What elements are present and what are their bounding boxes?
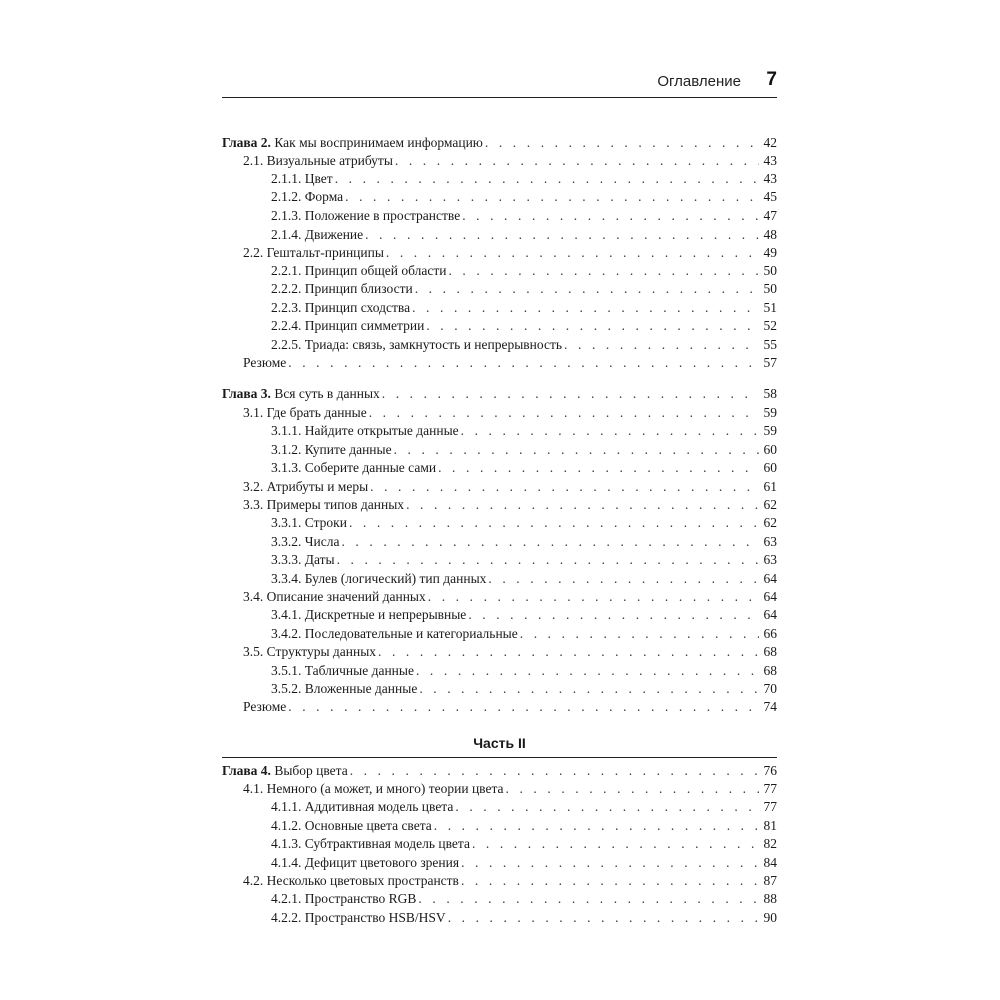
dot-leader [461, 422, 759, 440]
dot-leader [349, 514, 759, 532]
entry-page-number: 82 [763, 836, 777, 851]
dot-leader [341, 533, 759, 551]
dot-leader [426, 317, 759, 335]
toc-entry-label [271, 459, 436, 477]
dot-leader [468, 606, 759, 624]
dot-leader [448, 262, 759, 280]
entry-page-number: 57 [763, 355, 777, 370]
toc-entry-label [271, 854, 459, 872]
toc-subsection-entry [222, 226, 777, 244]
toc-subsection-entry [222, 533, 777, 551]
dot-leader [416, 662, 759, 680]
toc-entry-label [271, 280, 413, 298]
part-divider [222, 757, 777, 758]
entry-title: 4.1. Немного (а может, и много) теории цвета [243, 781, 504, 796]
toc-entry-label [243, 354, 286, 372]
running-header [222, 70, 777, 98]
chapter-prefix: Глава 2. [222, 135, 271, 150]
entry-page-number: 90 [763, 910, 777, 925]
toc-entry-label [243, 588, 426, 606]
entry-page-number: 43 [763, 153, 777, 168]
dot-leader [394, 441, 759, 459]
entry-page-number: 68 [763, 663, 777, 678]
dot-leader [428, 588, 759, 606]
toc-entry-label [243, 872, 459, 890]
entry-title: 2.2.1. Принцип общей области [271, 263, 447, 278]
dot-leader [434, 817, 759, 835]
entry-title: 2.2. Гештальт-принципы [243, 245, 384, 260]
entry-page-number: 50 [763, 281, 777, 296]
entry-title: 3.3.2. Числа [271, 534, 340, 549]
dot-leader [419, 680, 759, 698]
entry-page-number: 87 [763, 873, 777, 888]
toc-entry-label [271, 909, 446, 927]
toc-entry-label [222, 385, 380, 403]
entry-title: 3.1. Где брать данные [243, 405, 367, 420]
toc-subsection-entry [222, 299, 777, 317]
dot-leader [461, 854, 759, 872]
entry-page-number: 74 [763, 699, 777, 714]
toc-subsection-entry [222, 854, 777, 872]
entry-page-number: 88 [763, 891, 777, 906]
dot-leader [455, 798, 759, 816]
toc-entry-label [243, 404, 367, 422]
dot-leader [395, 152, 759, 170]
entry-title: 2.2.3. Принцип сходства [271, 300, 411, 315]
entry-title: 3.1.3. Соберите данные сами [271, 460, 437, 475]
dot-leader [335, 170, 759, 188]
entry-page-number: 47 [763, 208, 777, 223]
dot-leader [418, 890, 759, 908]
toc-section-entry [222, 478, 777, 496]
toc-entry-label [271, 662, 414, 680]
entry-page-number: 63 [763, 534, 777, 549]
entry-title: Выбор цвета [274, 763, 348, 778]
toc-section-entry [222, 404, 777, 422]
entry-page-number: 48 [763, 227, 777, 242]
toc-entry-label [271, 817, 432, 835]
dot-leader [438, 459, 759, 477]
entry-page-number: 77 [763, 799, 777, 814]
entry-page-number: 84 [763, 855, 777, 870]
entry-title: 3.4.2. Последовательные и категориальные [271, 626, 518, 641]
entry-page-number: 43 [763, 171, 777, 186]
entry-title: 2.1.2. Форма [271, 189, 344, 204]
entry-title: 2.1.1. Цвет [271, 171, 333, 186]
entry-page-number: 81 [763, 818, 777, 833]
entry-title: 3.3. Примеры типов данных [243, 497, 405, 512]
toc-section-entry [222, 643, 777, 661]
entry-title: 4.1.1. Аддитивная модель цвета [271, 799, 454, 814]
entry-page-number: 59 [763, 423, 777, 438]
toc-entry-label [271, 441, 392, 459]
entry-title: 3.4. Описание значений данных [243, 589, 426, 604]
entry-page-number: 68 [763, 644, 777, 659]
entry-title: Резюме [243, 699, 287, 714]
entry-title: 3.3.3. Даты [271, 552, 335, 567]
dot-leader [382, 385, 759, 403]
toc-entry-label [271, 336, 562, 354]
entry-title: 3.1.1. Найдите открытые данные [271, 423, 459, 438]
dot-leader [506, 780, 759, 798]
entry-page-number: 42 [763, 135, 777, 150]
chapter-prefix: Глава 3. [222, 386, 271, 401]
entry-title: 2.2.2. Принцип близости [271, 281, 413, 296]
dot-leader [406, 496, 759, 514]
dot-leader [370, 478, 759, 496]
toc-section-entry [222, 496, 777, 514]
entry-page-number: 49 [763, 245, 777, 260]
dot-leader [415, 280, 759, 298]
toc-entry-label [222, 134, 483, 152]
entry-title: 4.2.1. Пространство RGB [271, 891, 417, 906]
dot-leader [462, 207, 759, 225]
entry-page-number: 61 [763, 479, 777, 494]
toc-entry-label [271, 570, 486, 588]
toc-chapter-entry [222, 134, 777, 152]
dot-leader [488, 570, 759, 588]
entry-title: 4.1.4. Дефицит цветового зрения [271, 855, 460, 870]
toc-subsection-entry [222, 662, 777, 680]
entry-page-number: 62 [763, 515, 777, 530]
running-header-title: Оглавление [657, 73, 741, 90]
entry-title: Как мы воспринимаем информацию [274, 135, 483, 150]
entry-title: 4.1.2. Основные цвета света [271, 818, 432, 833]
toc-subsection-entry [222, 514, 777, 532]
dot-leader [288, 698, 759, 716]
entry-page-number: 60 [763, 442, 777, 457]
entry-page-number: 77 [763, 781, 777, 796]
entry-title: 3.5.1. Табличные данные [271, 663, 414, 678]
toc-entry-label [271, 422, 459, 440]
toc-subsection-entry [222, 680, 777, 698]
entry-title: 4.2.2. Пространство HSB/HSV [271, 910, 446, 925]
toc-subsection-entry [222, 570, 777, 588]
toc-subsection-entry [222, 459, 777, 477]
entry-page-number: 64 [763, 571, 777, 586]
entry-title: 2.1. Визуальные атрибуты [243, 153, 393, 168]
toc-chapter-entry [222, 385, 777, 403]
toc-entry-label [271, 514, 347, 532]
dot-leader [472, 835, 759, 853]
dot-leader [448, 909, 759, 927]
entry-title: 3.3.4. Булев (логический) тип данных [271, 571, 487, 586]
toc-entry-label [243, 698, 286, 716]
entry-title: 3.2. Атрибуты и меры [243, 479, 369, 494]
entry-title: 2.2.4. Принцип симметрии [271, 318, 425, 333]
dot-leader [345, 188, 759, 206]
chapter-prefix: Глава 4. [222, 763, 271, 778]
entry-page-number: 62 [763, 497, 777, 512]
entry-page-number: 58 [763, 386, 777, 401]
entry-page-number: 51 [763, 300, 777, 315]
entry-page-number: 59 [763, 405, 777, 420]
part-title: Часть II [473, 735, 526, 751]
toc-entry-label [271, 680, 417, 698]
toc-entry-label [271, 551, 335, 569]
entry-title: 3.5. Структуры данных [243, 644, 377, 659]
toc-entry-label [243, 244, 384, 262]
toc-section-entry [222, 780, 777, 798]
toc-entry-label [271, 299, 410, 317]
toc-chapter-entry [222, 762, 777, 780]
entry-title: 3.1.2. Купите данные [271, 442, 392, 457]
toc-subsection-entry [222, 170, 777, 188]
entry-page-number: 50 [763, 263, 777, 278]
entry-page-number: 63 [763, 552, 777, 567]
entry-title: Вся суть в данных [274, 386, 380, 401]
toc-subsection-entry [222, 817, 777, 835]
dot-leader [386, 244, 759, 262]
entry-page-number: 66 [763, 626, 777, 641]
toc-entry-label [271, 188, 343, 206]
entry-page-number: 55 [763, 337, 777, 352]
toc-entry-label [271, 226, 363, 244]
toc-entry-label [271, 606, 466, 624]
toc-entry-label [271, 317, 424, 335]
toc-subsection-entry [222, 280, 777, 298]
toc-entry-label [271, 170, 333, 188]
toc-section-entry [222, 698, 777, 716]
dot-leader [337, 551, 759, 569]
toc-subsection-entry [222, 336, 777, 354]
dot-leader [461, 872, 759, 890]
toc-entry-label [271, 207, 460, 225]
toc-entry-label [243, 780, 504, 798]
dot-leader [412, 299, 759, 317]
toc-subsection-entry [222, 207, 777, 225]
toc-section-entry [222, 588, 777, 606]
toc-entry-label [243, 496, 404, 514]
toc-subsection-entry [222, 317, 777, 335]
entry-page-number: 45 [763, 189, 777, 204]
toc-subsection-entry [222, 441, 777, 459]
dot-leader [378, 643, 759, 661]
toc-subsection-entry [222, 262, 777, 280]
entry-title: 3.5.2. Вложенные данные [271, 681, 418, 696]
toc-entry-label [271, 625, 518, 643]
toc-subsection-entry [222, 188, 777, 206]
toc-subsection-entry [222, 422, 777, 440]
toc-subsection-entry [222, 798, 777, 816]
dot-leader [288, 354, 759, 372]
toc-subsection-entry [222, 909, 777, 927]
toc-subsection-entry [222, 890, 777, 908]
dot-leader [564, 336, 759, 354]
entry-page-number: 52 [763, 318, 777, 333]
dot-leader [485, 134, 759, 152]
toc-subsection-entry [222, 625, 777, 643]
toc-section-entry [222, 244, 777, 262]
entry-title: 2.1.3. Положение в пространстве [271, 208, 461, 223]
toc-section-entry [222, 872, 777, 890]
toc-section-entry [222, 354, 777, 372]
toc-entry-label [243, 643, 376, 661]
toc-subsection-entry [222, 835, 777, 853]
toc-entry-label [271, 890, 416, 908]
entry-page-number: 64 [763, 607, 777, 622]
page-number: 7 [766, 69, 777, 90]
toc-entry-label [243, 478, 368, 496]
toc-entry-label [271, 533, 339, 551]
toc-section-entry [222, 152, 777, 170]
toc-entry-label [222, 762, 348, 780]
toc-entry-label [271, 835, 470, 853]
entry-page-number: 60 [763, 460, 777, 475]
dot-leader [350, 762, 759, 780]
toc-subsection-entry [222, 551, 777, 569]
dot-leader [520, 625, 759, 643]
toc-entry-label [271, 262, 446, 280]
dot-leader [365, 226, 759, 244]
entry-title: 4.2. Несколько цветовых пространств [243, 873, 459, 888]
entry-title: Резюме [243, 355, 287, 370]
entry-title: 3.3.1. Строки [271, 515, 347, 530]
entry-page-number: 76 [763, 763, 777, 778]
toc-entry-label [271, 798, 453, 816]
entry-title: 4.1.3. Субтрактивная модель цвета [271, 836, 470, 851]
entry-title: 2.1.4. Движение [271, 227, 364, 242]
entry-page-number: 64 [763, 589, 777, 604]
dot-leader [369, 404, 759, 422]
toc-subsection-entry [222, 606, 777, 624]
toc-entry-label [243, 152, 393, 170]
entry-page-number: 70 [763, 681, 777, 696]
entry-title: 2.2.5. Триада: связь, замкнутость и непрерывность [271, 337, 563, 352]
entry-title: 3.4.1. Дискретные и непрерывные [271, 607, 467, 622]
